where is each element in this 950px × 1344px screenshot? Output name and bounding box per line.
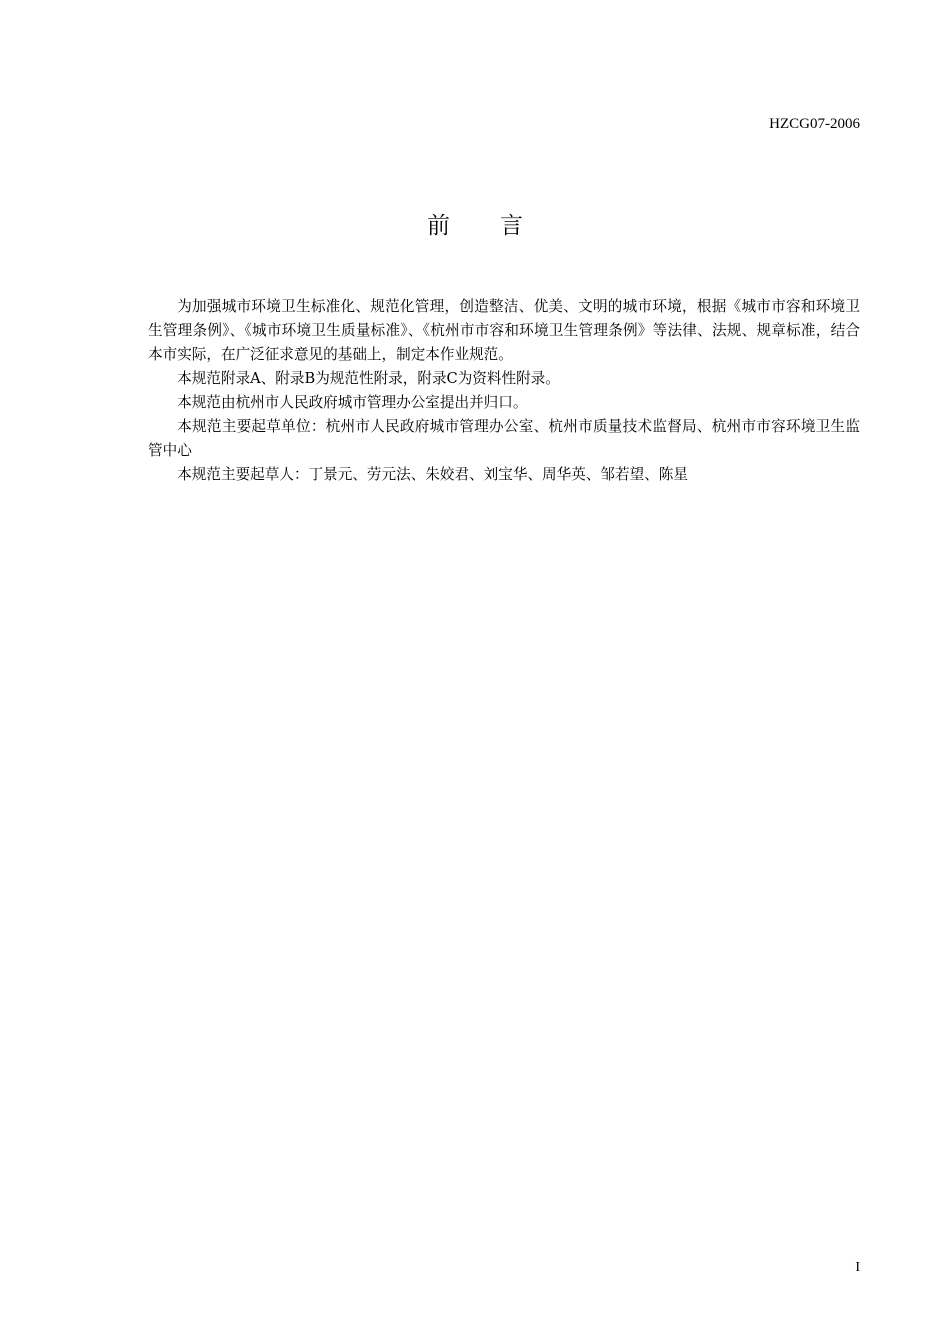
document-code: HZCG07-2006 <box>769 116 860 132</box>
paragraph-appendix: 本规范附录A、附录B为规范性附录，附录C为资料性附录。 <box>177 370 560 387</box>
paragraph-drafters: 本规范主要起草人：丁景元、劳元法、朱姣君、刘宝华、周华英、邹若望、陈星 <box>177 466 688 483</box>
page-number: I <box>855 1260 860 1275</box>
paragraph-proposer: 本规范由杭州市人民政府城市管理办公室提出并归口。 <box>177 394 528 411</box>
preface-body <box>148 295 860 487</box>
paragraph-drafting-units: 本规范主要起草单位：杭州市人民政府城市管理办公室、杭州市质量技术监督局、杭州市市容环境卫生监管中心 <box>148 418 860 459</box>
paragraph-purpose: 为加强城市环境卫生标准化、规范化管理，创造整洁、优美、文明的城市环境，根据《城市市容和环境卫生管理条例》、《城市环境卫生质量标准》、《杭州市市容和环境卫生管理条例》等法律、法规、规章标准，结合本市实际，在广泛征求意见的基础上，制定本作业规范。 <box>148 298 860 363</box>
page-title: 前言 <box>427 213 573 239</box>
